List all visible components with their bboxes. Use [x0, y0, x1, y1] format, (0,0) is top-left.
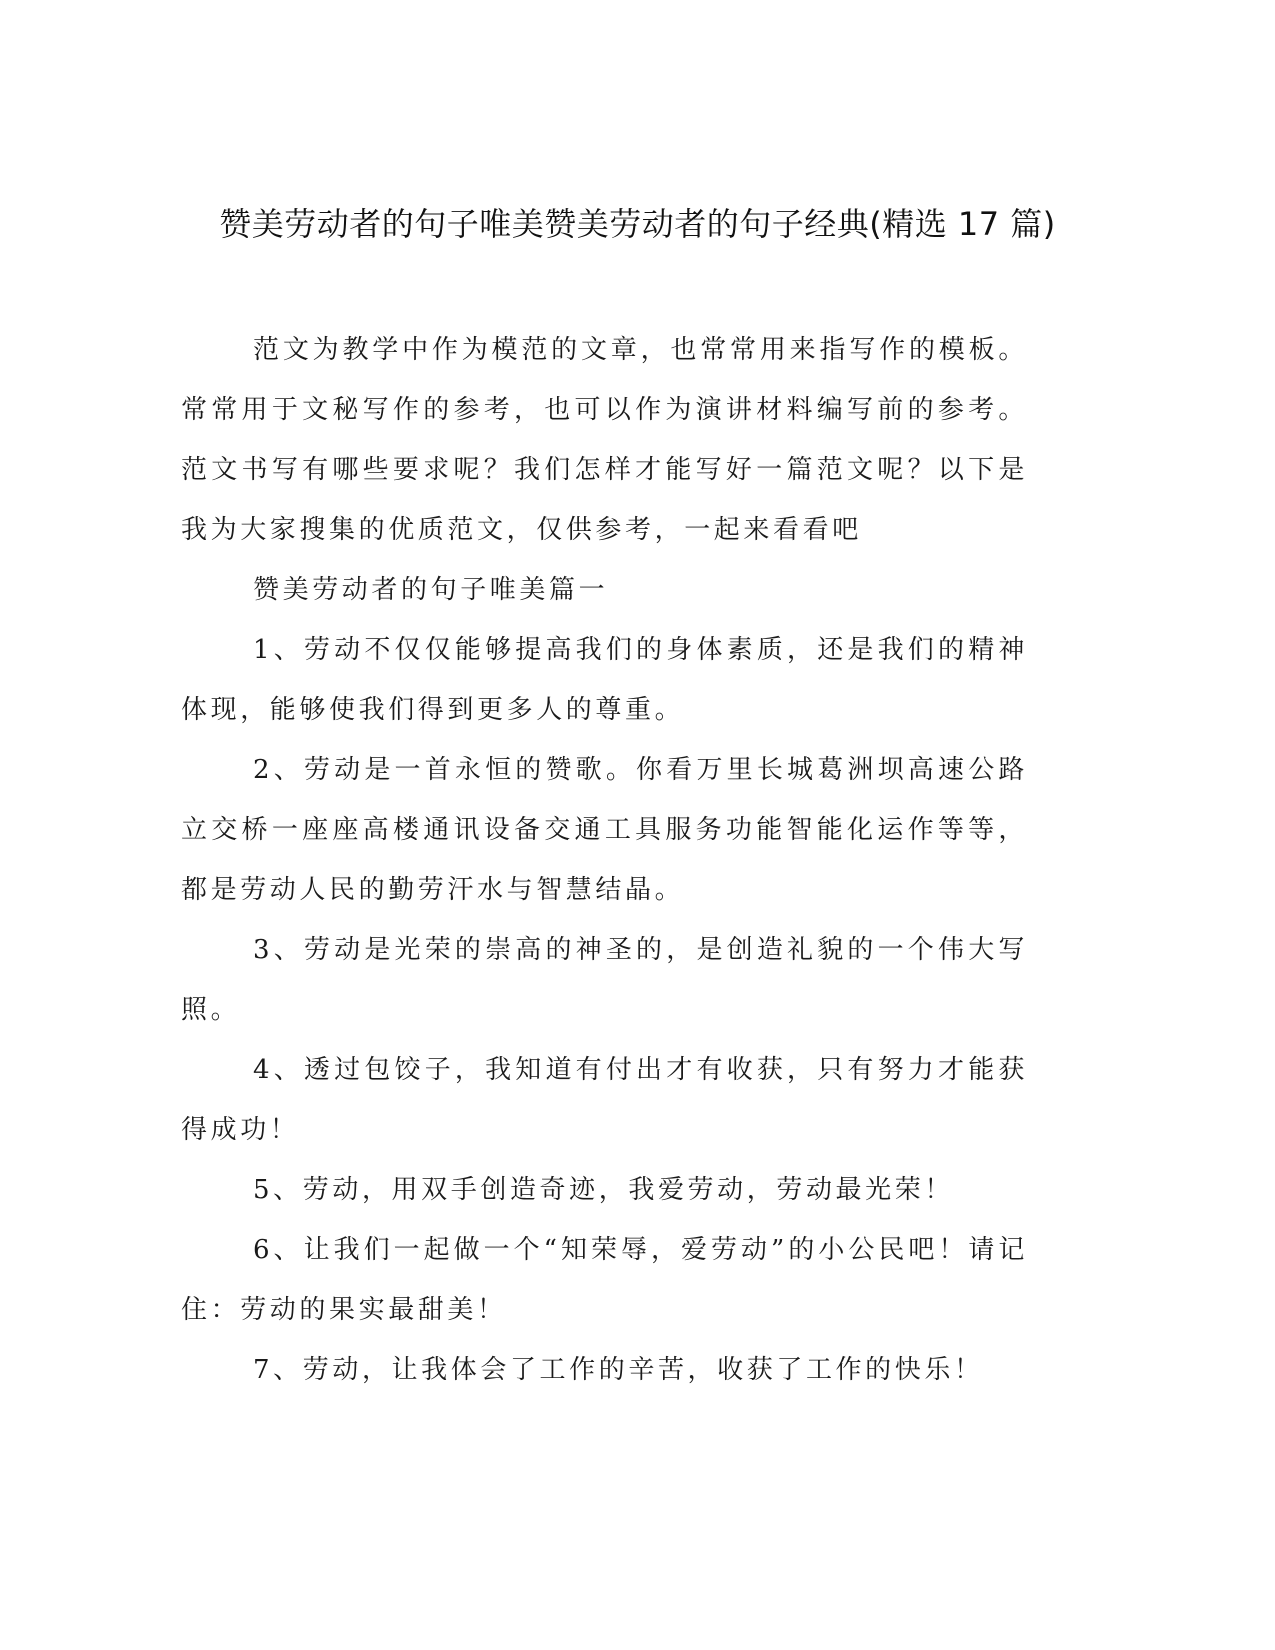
list-item: 4、透过包饺子，我知道有付出才有收获，只有努力才能获得成功！ — [181, 1055, 1028, 1145]
document-title: 赞美劳动者的句子唯美赞美劳动者的句子经典(精选 17 篇) — [219, 205, 1056, 243]
section-heading: 赞美劳动者的句子唯美篇一 — [253, 575, 609, 605]
document-body — [181, 320, 1028, 1400]
list-item: 6、让我们一起做一个“知荣辱，爱劳动”的小公民吧！请记住：劳动的果实最甜美！ — [181, 1235, 1028, 1325]
list-item: 1、劳动不仅仅能够提高我们的身体素质，还是我们的精神体现，能够使我们得到更多人的尊重。 — [181, 635, 1028, 725]
list-item: 3、劳动是光荣的崇高的神圣的，是创造礼貌的一个伟大写照。 — [181, 935, 1028, 1025]
intro-paragraph: 范文为教学中作为模范的文章，也常常用来指写作的模板。常常用于文秘写作的参考，也可以作为演讲材料编写前的参考。范文书写有哪些要求呢？我们怎样才能写好一篇范文呢？以下是我为大家搜集的优质范文，仅供参考，一起来看看吧 — [181, 335, 1028, 545]
list-item: 2、劳动是一首永恒的赞歌。你看万里长城葛洲坝高速公路立交桥一座座高楼通讯设备交通工具服务功能智能化运作等等，都是劳动人民的勤劳汗水与智慧结晶。 — [181, 755, 1028, 905]
list-item: 5、劳动，用双手创造奇迹，我爱劳动，劳动最光荣！ — [253, 1175, 954, 1205]
list-item: 7、劳动，让我体会了工作的辛苦，收获了工作的快乐！ — [253, 1355, 984, 1385]
